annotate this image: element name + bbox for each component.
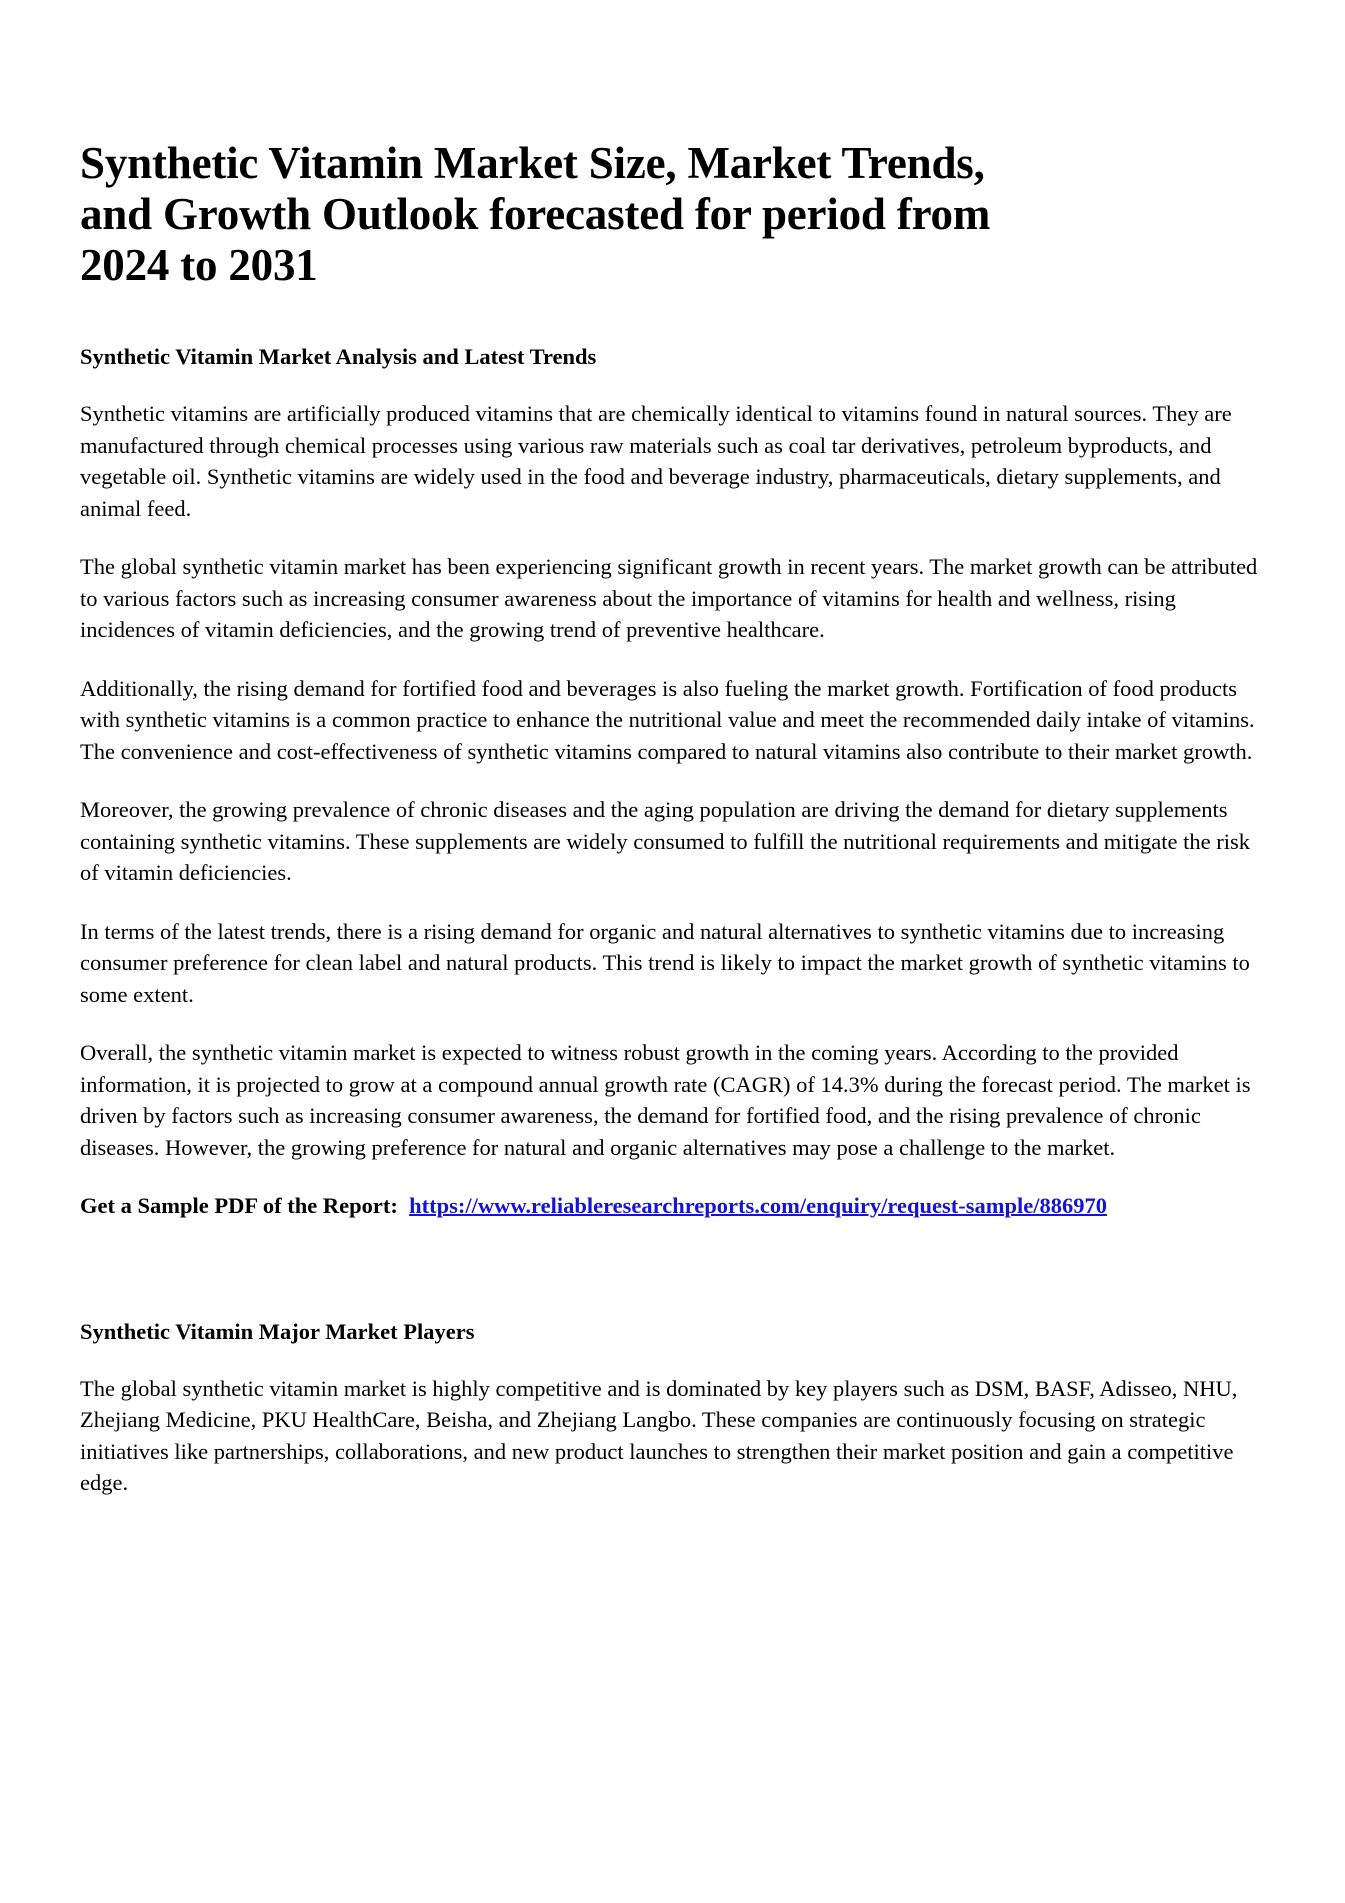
paragraph: Additionally, the rising demand for fortified food and beverages is also fueling the market growth. Fortification of food products with synthetic vitamins is a common practice to enhance the nutritional value and meet the recommended daily intake of vitamins. The convenience and cost-effectiveness of synthetic vitamins compared to natural vitamins also contribute to their market growth. bbox=[80, 675, 1255, 764]
paragraph: Moreover, the growing prevalence of chronic diseases and the aging population are driving the demand for dietary supplements containing synthetic vitamins. These supplements are widely consumed to fulfill the nutritional requirements and mitigate the risk of vitamin deficiencies. bbox=[80, 797, 1250, 885]
spacer bbox=[80, 889, 1265, 916]
request-sample-link[interactable]: https://www.reliableresearchreports.com/enquiry/request-sample/886970 bbox=[409, 1193, 1107, 1218]
spacer bbox=[80, 291, 1265, 343]
paragraph: The global synthetic vitamin market is highly competitive and is dominated by key players such as DSM, BASF, Adisseo, NHU, Zhejiang Medicine, PKU HealthCare, Beisha, and Zhejiang Langbo. These companies are continuously focusing on strategic initiatives like partnerships, collaborations, and new product launches to strengthen their market position and gain a competitive edge. bbox=[80, 1375, 1238, 1495]
spacer bbox=[80, 1222, 1265, 1318]
paragraph: Overall, the synthetic vitamin market is expected to witness robust growth in the coming years. According to the provided information, it is projected to grow at a compound annual growth rate (CAGR) of 14.3% during the forecast period. The market is driven by factors such as increasing consumer awareness, the demand for fortified food, and the rising prevalence of chronic diseases. However, the growing preference for natural and organic alternatives may pose a challenge to the market. bbox=[80, 1040, 1251, 1160]
section-heading-analysis: Synthetic Vitamin Market Analysis and Latest Trends bbox=[80, 344, 597, 369]
sample-pdf-label: Get a Sample PDF of the Report: bbox=[80, 1193, 398, 1218]
paragraph: Synthetic vitamins are artificially produced vitamins that are chemically identical to vitamins found in natural sources. They are manufactured through chemical processes using various raw materials such as coal tar derivatives, petroleum byproducts, and vegetable oil. Synthetic vitamins are widely used in the food and beverage industry, pharmaceuticals, dietary supplements, and animal feed. bbox=[80, 401, 1232, 521]
sample-pdf-line bbox=[80, 1190, 1265, 1222]
spacer bbox=[80, 767, 1265, 794]
spacer bbox=[80, 371, 1265, 398]
spacer bbox=[80, 524, 1265, 551]
document-content bbox=[80, 138, 1265, 1499]
spacer bbox=[80, 646, 1265, 673]
paragraph: In terms of the latest trends, there is a rising demand for organic and natural alternatives to synthetic vitamins due to increasing consumer preference for clean label and natural products. This trend is likely to impact the market growth of synthetic vitamins to some extent. bbox=[80, 918, 1250, 1007]
spacer bbox=[80, 1010, 1265, 1037]
spacer bbox=[80, 1346, 1265, 1373]
section-heading-market-players: Synthetic Vitamin Major Market Players bbox=[80, 1318, 475, 1344]
spacer bbox=[80, 1163, 1265, 1190]
page-title: Synthetic Vitamin Market Size, Market Trends, and Growth Outlook forecasted for period from 2024 to 2031 bbox=[80, 138, 991, 290]
paragraph: The global synthetic vitamin market has been experiencing significant growth in recent years. The market growth can be attributed to various factors such as increasing consumer awareness about the importance of vitamins for health and wellness, rising incidences of vitamin deficiencies, and the growing trend of preventive healthcare. bbox=[80, 554, 1258, 642]
